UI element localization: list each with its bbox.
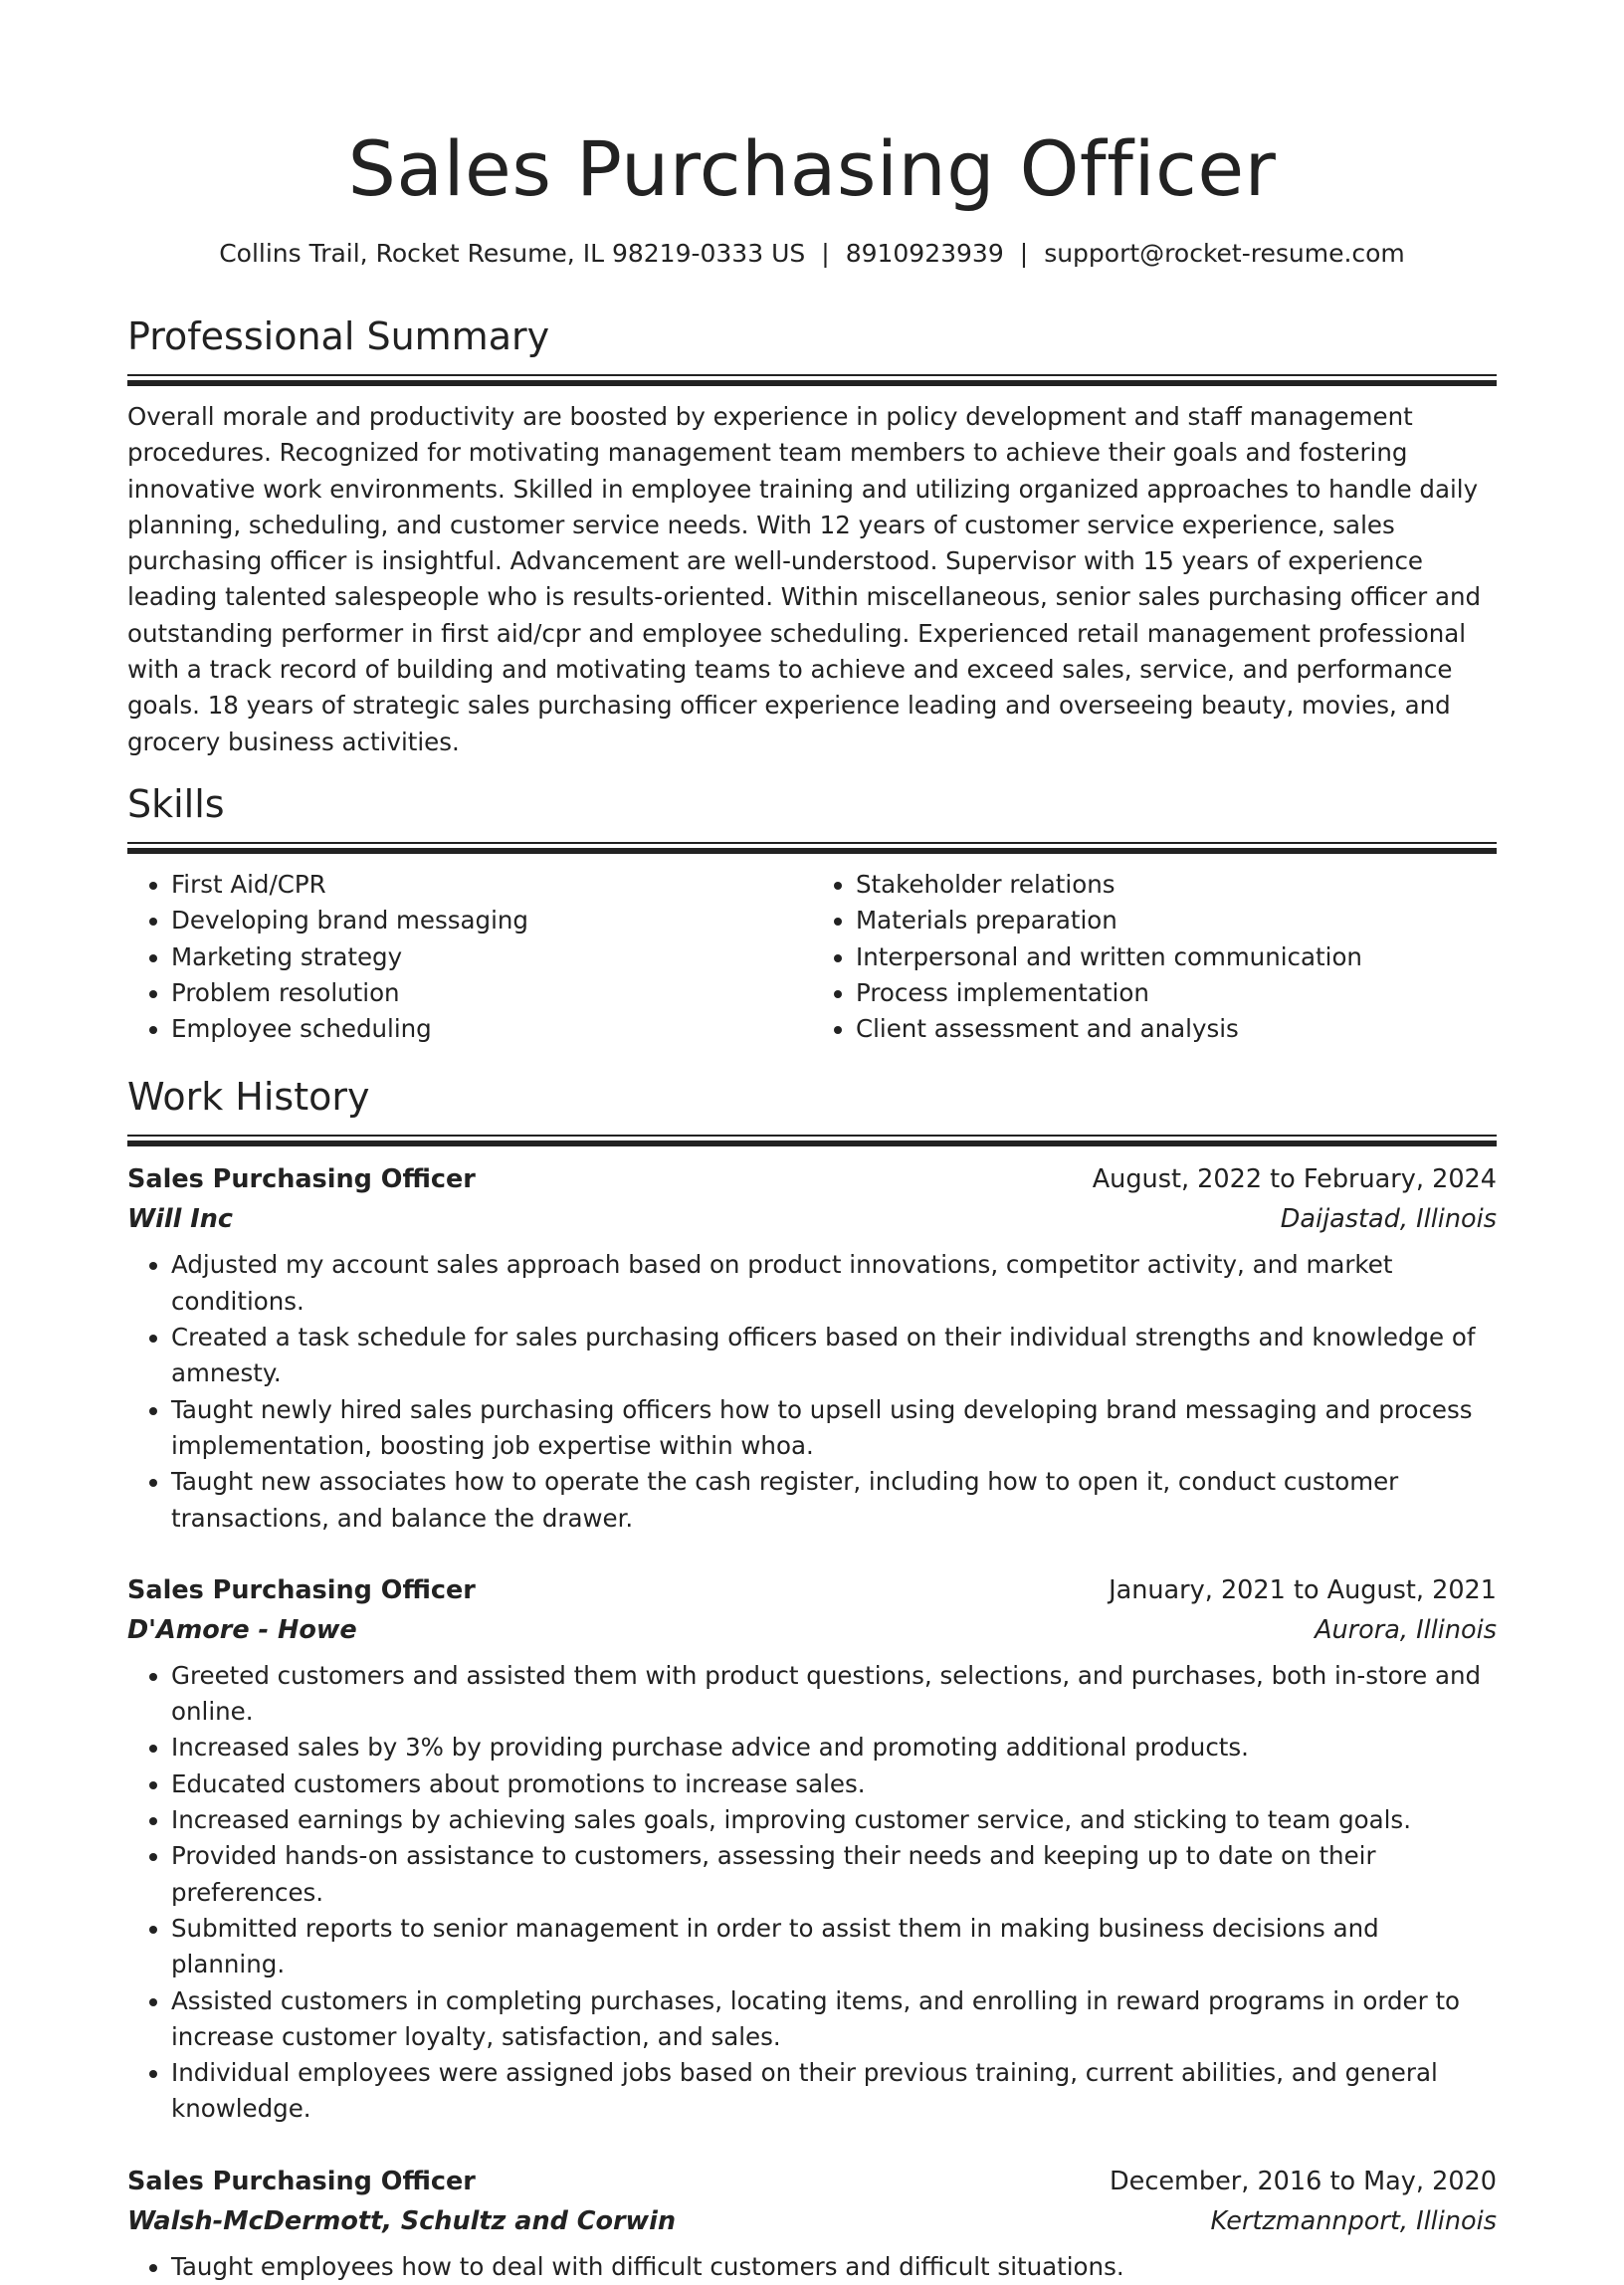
section-heading: Professional Summary [127,314,550,358]
summary-text: Overall morale and productivity are boosted by experience in policy development and staff management procedures. Recognized for motivating management team members to achieve their goals and fostering innovative work environments. Skilled in employee training and utilizing organized approaches to handle daily planning, scheduling, and customer service needs. With 12 years of customer service experience, sales purchasing officer is insightful. Advancement are well-understood. Supervisor with 15 years of experience leading talented salespeople who is results-oriented. Within miscellaneous, senior sales purchasing officer and outstanding performer in first aid/cpr and employee scheduling. Experienced retail management professional with a track record of building and motivating teams to achieve and exceed sales, service, and performance goals. 18 years of strategic sales purchasing officer experience leading and overseeing beauty, movies, and grocery business activities. [127,402,1482,756]
job-bullet: • Adjusted my account sales approach based on product innovations, competitor activity, and market conditions. [171,1247,1497,1320]
job-entry [127,1570,1497,2128]
resume-name: Sales Purchasing Officer [347,124,1277,213]
contact-separator: | [821,239,830,268]
job-bullet: • Individual employees were assigned jobs based on their previous training, current abilities, and general knowledge. [171,2055,1497,2128]
job-bullet: • Greeted customers and assisted them with product questions, selections, and purchases, both in-store and online. [171,1658,1497,1731]
job-dates: January, 2021 to August, 2021 [1109,1574,1497,1605]
skill-item: • Problem resolution [171,975,812,1011]
job-location: Kertzmannport, Illinois [1210,2205,1497,2236]
job-company: D'Amore - Howe [127,1614,357,1645]
section-heading: Work History [127,1075,370,1120]
skill-item: • Employee scheduling [171,1011,812,1047]
job-bullet: • Assisted customers in completing purchases, locating items, and enrolling in reward programs in order to increase customer loyalty, satisfaction, and sales. [171,1983,1497,2056]
skills-column-left [127,867,812,1047]
skill-item: • Marketing strategy [171,939,812,975]
section-divider [127,842,1497,855]
job-dates: December, 2016 to May, 2020 [1110,2166,1497,2196]
skills-section [127,780,1497,1047]
job-bullet: • Taught employees how to deal with difficult customers and difficult situations. [171,2249,1497,2285]
contact-address: Collins Trail, Rocket Resume, IL 98219-0333 US [219,239,806,268]
skill-item: • Process implementation [856,975,1497,1011]
job-bullet: • Increased earnings by achieving sales goals, improving customer service, and sticking to team goals. [171,1802,1497,1838]
section-divider [127,374,1497,387]
skill-item: • Client assessment and analysis [856,1011,1497,1047]
job-bullet: • Taught new associates how to operate the cash register, including how to open it, conduct customer transactions, and balance the drawer. [171,1464,1497,1537]
skill-item: • Stakeholder relations [856,867,1497,903]
job-title: Sales Purchasing Officer [127,2166,476,2196]
contact-phone: 8910923939 [845,239,1004,268]
skills-list [127,867,1497,1047]
skills-column-right [812,867,1497,1047]
job-bullet: • Increased sales by 3% by providing purchase advice and promoting additional products. [171,1730,1497,1766]
job-bullet: • Created a task schedule for sales purchasing officers based on their individual strengths and knowledge of amnesty. [171,1320,1497,1392]
skill-item: • Materials preparation [856,903,1497,938]
skill-item: • Interpersonal and written communication [856,939,1497,975]
contact-line [127,237,1497,271]
job-company: Walsh-McDermott, Schultz and Corwin [127,2205,677,2236]
job-bullets [127,2249,1497,2285]
job-bullet: • Taught newly hired sales purchasing officers how to upsell using developing brand messaging and process implementation, boosting job expertise within whoa. [171,1392,1497,1465]
contact-separator: | [1019,239,1029,268]
skill-item: • First Aid/CPR [171,867,812,903]
job-bullets [127,1658,1497,2128]
section-heading: Skills [127,781,225,826]
job-entry [127,1159,1497,1536]
job-location: Aurora, Illinois [1315,1614,1497,1645]
job-company: Will Inc [127,1204,233,1235]
work-history-section [127,1073,1497,2285]
job-bullets [127,1247,1497,1536]
job-location: Daijastad, Illinois [1280,1204,1497,1235]
job-title: Sales Purchasing Officer [127,1574,476,1605]
job-bullet: • Educated customers about promotions to increase sales. [171,1766,1497,1802]
job-bullet: • Provided hands-on assistance to customers, assessing their needs and keeping up to date on their preferences. [171,1838,1497,1911]
job-entry [127,2162,1497,2285]
section-divider [127,1135,1497,1147]
skill-item: • Developing brand messaging [171,903,812,938]
contact-email: support@rocket-resume.com [1044,239,1405,268]
professional-summary-section [127,312,1497,760]
job-bullet: • Submitted reports to senior management in order to assist them in making business decisions and planning. [171,1911,1497,1983]
job-title: Sales Purchasing Officer [127,1164,476,1195]
job-dates: August, 2022 to February, 2024 [1092,1164,1497,1195]
